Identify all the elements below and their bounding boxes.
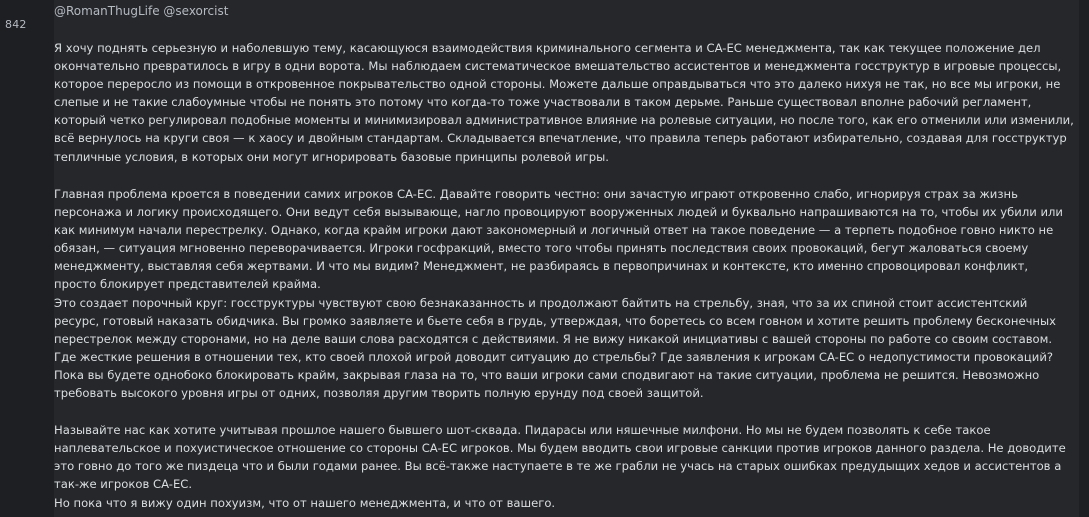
mentions-line: @RomanThugLife @sexorcist <box>54 4 229 18</box>
message-paragraph: Это создает порочный круг: госструктуры чувствуют свою безнаказанность и продолжают байтить на стрельбу, зная, что за их спиной стоит ассистентский ресурс, готовый наказать обидчика. Вы громко заявляете и бьете себя в грудь, утверждая, что боретесь со всем говном и хотите решить проблему бесконечных перестрелок между сторонами, но на деле ваши слова расходятся с действиями. Я не вижу никакой инициативы с вашей стороны по работе со своим составом. Где жесткие решения в отношении тех, кто своей плохой игрой доводит ситуацию до стрельбы? Где заявления к игрокам CA-EC о недопустимости провокаций? Пока вы будете однобоко блокировать крайм, закрывая глаза на то, что ваши игроки сами сподвигают на такие ситуации, проблема не решится. Невозможно требовать высокого уровня игры от одних, позволяя другим творить полную ерунду под своей защитой. <box>54 296 1057 401</box>
message-paragraph: Но пока что я вижу один похуизм, что от нашего менеджмента, и что от вашего. <box>54 496 556 510</box>
message-paragraph: Называйте нас как хотите учитывая прошлое нашего бывшего шот-сквада. Пидарасы или няшечные милфони. Но мы не будем позволять к себе такое наплевательское и похуистическое отношение со стороны CA-EC игроков. Мы будем вводить свои игровые санкции против игроков данного раздела. Не доводите это говно до того же пиздеца что и были годами ранее. Вы всё-также наступаете в те же грабли не учась на старых ошибках предудыщих хедов и ассистентов а так-же игроков CA-EC. <box>54 423 1066 492</box>
message-paragraph: Главная проблема кроется в поведении самих игроков CA-EC. Давайте говорить честно: они зачастую играют откровенно слабо, игнорируя страх за жизнь персонажа и логику происходящего. Они ведут себя вызывающе, нагло провоцируют вооруженных людей и буквально напрашиваются на то, чтобы их убили или как минимум начали перестрелку. Однако, когда крайм игроки дают закономерный и логичный ответ на такое поведение — а терпеть подобное говно никто не обязан, — ситуация мгновенно переворачивается. Игроки госфракций, вместо того чтобы принять последствия своих провокаций, бегут жаловаться своему менеджменту, выставляя себя жертвами. И что мы видим? Менеджмент, не разбираясь в первопричинах и контексте, кто именно спровоцировал конфликт, просто блокирует представителей крайма. <box>54 187 1063 292</box>
line-number: 842 <box>5 18 27 31</box>
line-gutter <box>0 0 44 517</box>
message-content <box>54 0 1079 517</box>
message-paragraph: Я хочу поднять серьезную и наболевшую тему, касающуюся взаимодействия криминального сегмента и CA-EC менеджмента, так как текущее положение дел окончательно превратилось в игру в одни ворота. Мы наблюдаем систематическое вмешательство ассистентов и менеджмента госструктур в игровые процессы, которое переросло из помощи в откровенное покрывательство одной стороны. Можете дальше оправдываться что это далеко нихуя не так, но все мы игроки, не слепые и не такие слабоумные чтобы не понять это потому что когда-то тоже участвовали в таком дерьме. Раньше существовал вполне рабочий регламент, который четко регулировал подобные моменты и минимизировал административное влияние на ролевые ситуации, но после того, как его отменили или изменили, всё вернулось на круги своя — к хаосу и двойным стандартам. Складывается впечатление, что правила теперь работают избирательно, создавая для госструктур тепличные условия, в которых они могут игнорировать базовые принципы ролевой игры. <box>54 41 1074 164</box>
